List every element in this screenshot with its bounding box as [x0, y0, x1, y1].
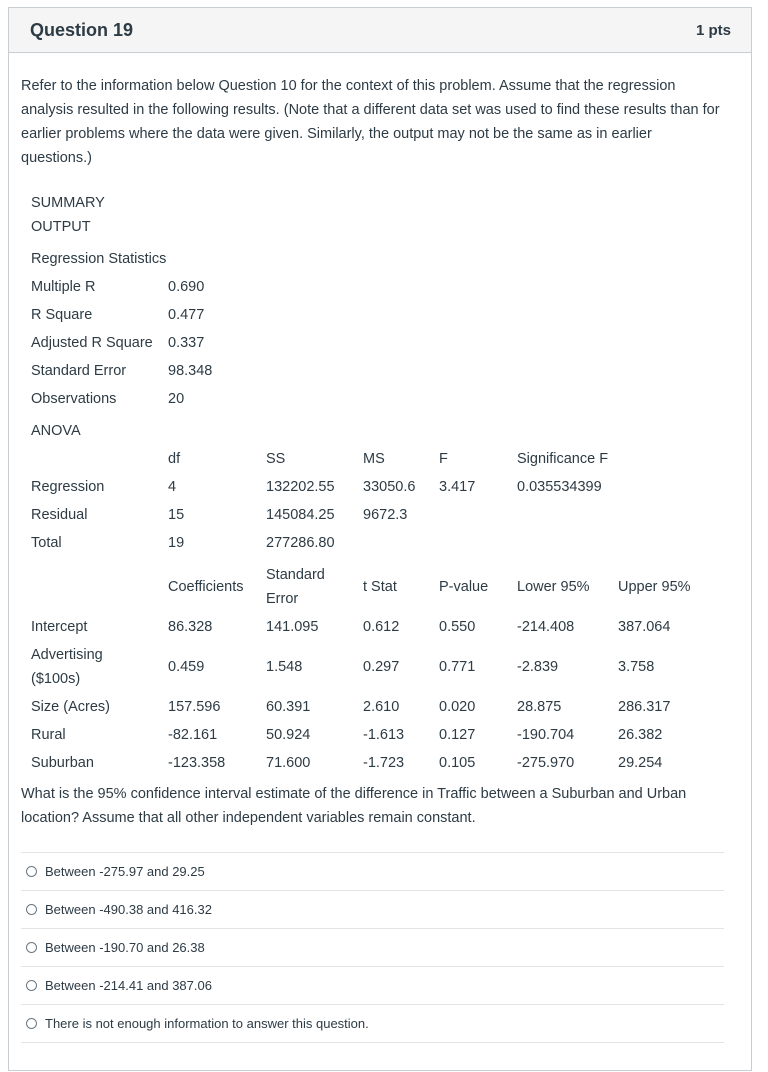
anova-cell-ss: 132202.55	[266, 479, 335, 495]
coef-cell-lower95: -275.970	[517, 755, 575, 771]
coef-row-label: Advertising	[31, 647, 103, 663]
summary-label-line2: OUTPUT	[31, 219, 91, 235]
radio-button[interactable]	[26, 1018, 37, 1029]
coef-row-label: Rural	[31, 727, 66, 743]
coef-cell-stderr: 50.924	[266, 727, 311, 743]
answer-option[interactable]	[21, 890, 724, 928]
coef-cell-pvalue: 0.550	[439, 619, 476, 635]
answer-label: There is not enough information to answer this question.	[45, 1016, 369, 1031]
answer-label: Between -275.97 and 29.25	[45, 864, 205, 879]
coef-header-stderr-line1: Standard	[266, 567, 325, 583]
coef-cell-tstat: 2.610	[363, 699, 400, 715]
anova-row-label: Total	[31, 535, 62, 551]
regstats-value: 0.477	[168, 307, 205, 323]
radio-button[interactable]	[26, 866, 37, 877]
coef-cell-pvalue: 0.105	[439, 755, 476, 771]
coef-cell-upper95: 387.064	[618, 619, 671, 635]
anova-cell-ss: 277286.80	[266, 535, 335, 551]
regstats-value: 0.690	[168, 279, 205, 295]
question-prompt: What is the 95% confidence interval estimate of the difference in Traffic between a Suburban and Urban location? Assume that all other independent variables remain constant.	[21, 786, 687, 826]
coef-cell-coefficient: 157.596	[168, 699, 221, 715]
coef-header-coefficients: Coefficients	[168, 579, 244, 595]
regstats-value: 98.348	[168, 363, 213, 379]
coef-cell-coefficient: -82.161	[168, 727, 218, 743]
coef-cell-upper95: 29.254	[618, 755, 663, 771]
coef-cell-coefficient: -123.358	[168, 755, 226, 771]
coef-cell-tstat: -1.613	[363, 727, 405, 743]
answer-option[interactable]	[21, 966, 724, 1004]
anova-header-f: F	[439, 451, 448, 467]
coef-cell-stderr: 141.095	[266, 619, 319, 635]
anova-header-ss: SS	[266, 451, 286, 467]
coef-row-label-line2: ($100s)	[31, 671, 81, 687]
coef-cell-pvalue: 0.020	[439, 699, 476, 715]
answer-list	[21, 852, 724, 1043]
coef-cell-upper95: 26.382	[618, 727, 663, 743]
summary-label-line1: SUMMARY	[31, 195, 105, 211]
coef-cell-stderr: 1.548	[266, 659, 303, 675]
answer-label: Between -190.70 and 26.38	[45, 940, 205, 955]
regstats-label: Observations	[31, 391, 117, 407]
coef-cell-tstat: 0.297	[363, 659, 400, 675]
answer-option[interactable]	[21, 1004, 724, 1043]
coef-cell-lower95: -190.704	[517, 727, 575, 743]
coef-cell-stderr: 71.600	[266, 755, 311, 771]
coef-row-label: Suburban	[31, 755, 94, 771]
answer-label: Between -490.38 and 416.32	[45, 902, 212, 917]
anova-cell-ms: 33050.6	[363, 479, 416, 495]
coef-cell-coefficient: 86.328	[168, 619, 213, 635]
anova-cell-df: 4	[168, 479, 177, 495]
question-intro: Refer to the information below Question 10 for the context of this problem. Assume that the regression analysis resulted in the following results. (Note that a different data set was used to find these results than for earlier problems where the data were given. Similarly, the output may not be the same as in earlier questions.)	[21, 78, 720, 166]
regstats-value: 20	[168, 391, 185, 407]
radio-button[interactable]	[26, 904, 37, 915]
question-header	[9, 8, 751, 53]
regstats-label: Adjusted R Square	[31, 335, 153, 351]
coef-header-upper95: Upper 95%	[618, 579, 691, 595]
coef-cell-upper95: 286.317	[618, 699, 671, 715]
answer-option[interactable]	[21, 928, 724, 966]
coef-cell-lower95: 28.875	[517, 699, 562, 715]
anova-header-df: df	[168, 451, 181, 467]
coef-row-label: Size (Acres)	[31, 699, 110, 715]
anova-cell-df: 19	[168, 535, 185, 551]
anova-cell-df: 15	[168, 507, 185, 523]
anova-cell-ms: 9672.3	[363, 507, 408, 523]
anova-row-label: Regression	[31, 479, 105, 495]
anova-row-label: Residual	[31, 507, 88, 523]
anova-cell-ss: 145084.25	[266, 507, 335, 523]
anova-cell-sig: 0.035534399	[517, 479, 602, 495]
radio-button[interactable]	[26, 980, 37, 991]
coef-cell-stderr: 60.391	[266, 699, 311, 715]
regstats-label: Standard Error	[31, 363, 127, 379]
coef-cell-lower95: -214.408	[517, 619, 575, 635]
coef-cell-tstat: -1.723	[363, 755, 405, 771]
question-points: 1 pts	[695, 21, 731, 39]
answer-option[interactable]	[21, 852, 724, 890]
anova-header-sig: Significance F	[517, 451, 609, 467]
answer-label: Between -214.41 and 387.06	[45, 978, 212, 993]
anova-heading: ANOVA	[31, 423, 81, 439]
anova-cell-f: 3.417	[439, 479, 476, 495]
coef-header-tstat: t Stat	[363, 579, 397, 595]
coef-cell-tstat: 0.612	[363, 619, 400, 635]
coef-header-lower95: Lower 95%	[517, 579, 590, 595]
anova-header-ms: MS	[363, 451, 385, 467]
regstats-label: R Square	[31, 307, 93, 323]
coef-cell-upper95: 3.758	[618, 659, 655, 675]
question-title: Question 19	[30, 19, 134, 40]
coef-cell-pvalue: 0.771	[439, 659, 476, 675]
coef-header-pvalue: P-value	[439, 579, 489, 595]
radio-button[interactable]	[26, 942, 37, 953]
coef-row-label: Intercept	[31, 619, 88, 635]
coef-header-stderr-line2: Error	[266, 591, 299, 607]
coef-cell-lower95: -2.839	[517, 659, 559, 675]
regstats-label: Multiple R	[31, 279, 96, 295]
coef-cell-coefficient: 0.459	[168, 659, 205, 675]
coef-cell-pvalue: 0.127	[439, 727, 476, 743]
regstats-value: 0.337	[168, 335, 205, 351]
regstats-heading: Regression Statistics	[31, 251, 167, 267]
